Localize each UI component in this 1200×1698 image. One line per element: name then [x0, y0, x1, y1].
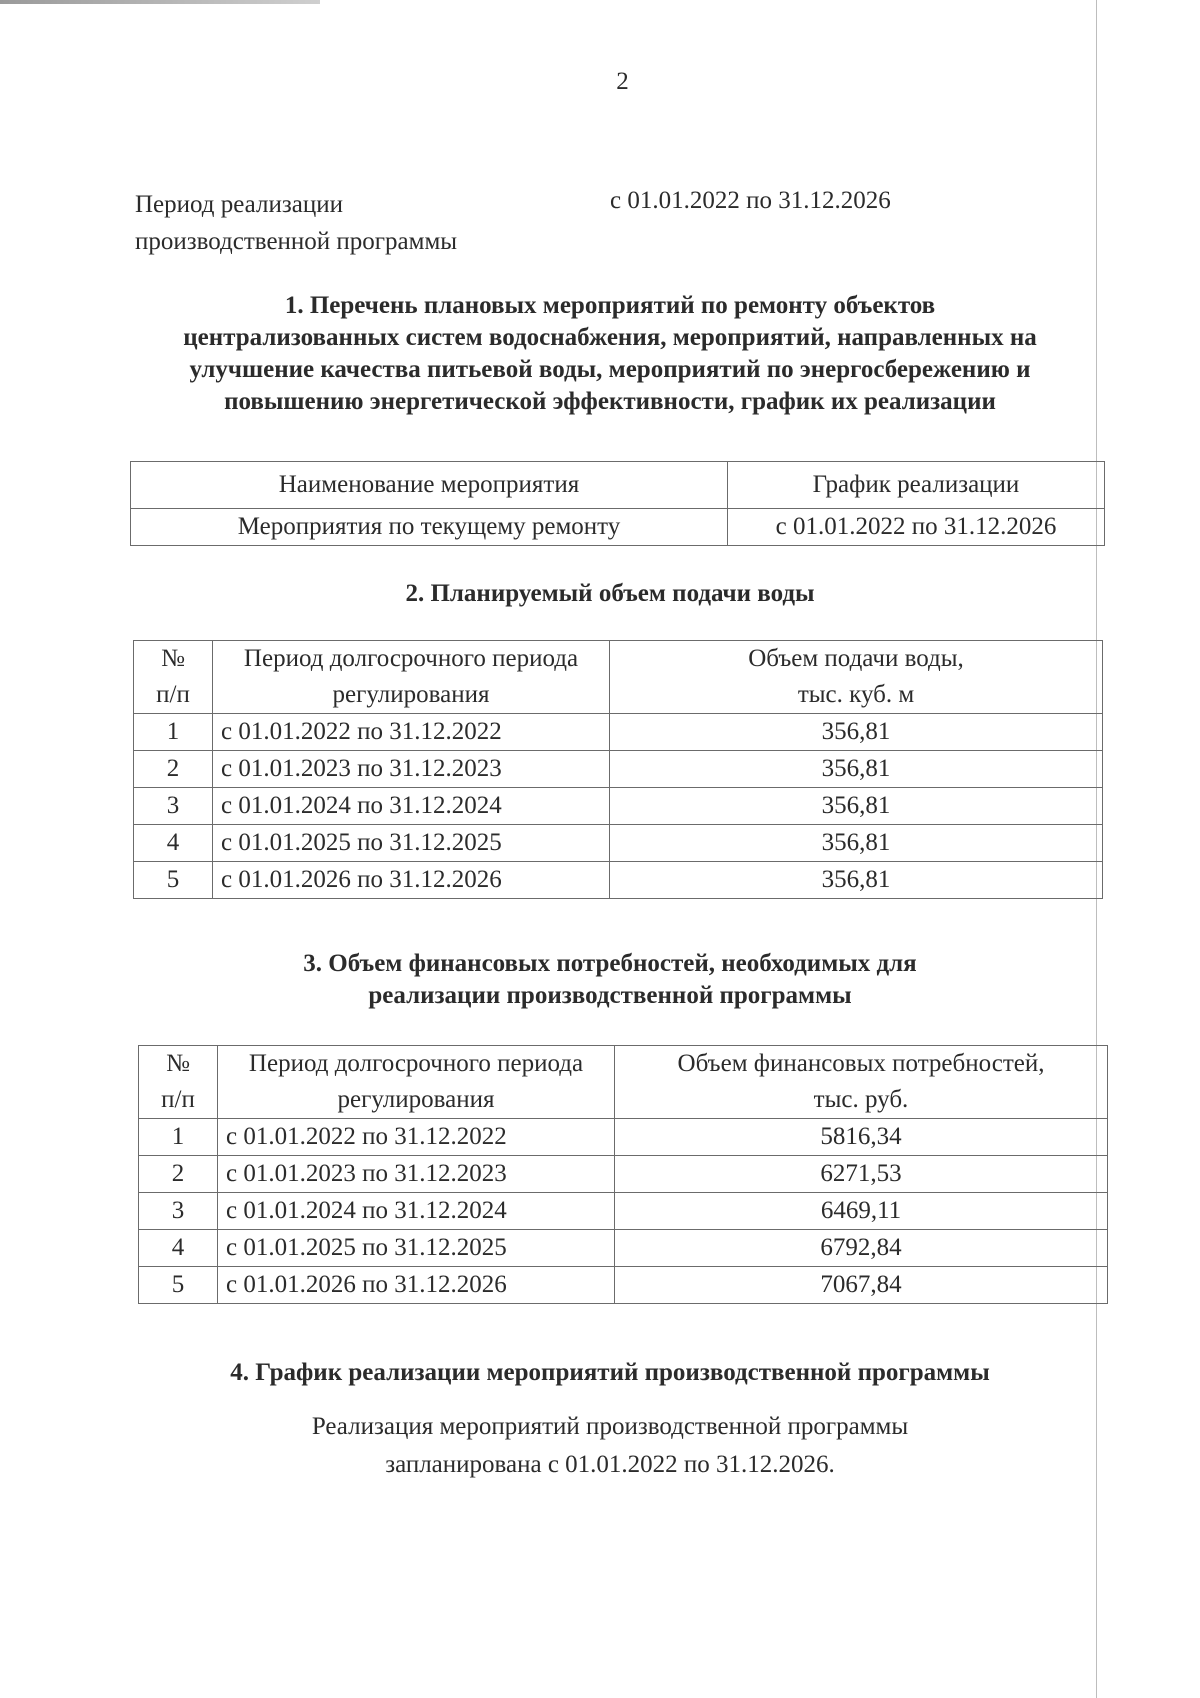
row-num: 3	[134, 788, 213, 825]
row-period: с 01.01.2024 по 31.12.2024	[218, 1193, 615, 1230]
header-period-line1: Период долгосрочного периода	[248, 1050, 584, 1077]
row-num: 3	[139, 1193, 218, 1230]
period-label	[135, 186, 457, 260]
row-value: 356,81	[610, 862, 1103, 899]
row-num: 2	[139, 1156, 218, 1193]
row-value: 356,81	[610, 788, 1103, 825]
section1-title	[110, 290, 1110, 418]
page-number: 2	[616, 68, 629, 95]
header-num-line2: п/п	[156, 681, 190, 708]
row-num: 2	[134, 751, 213, 788]
row-period: с 01.01.2026 по 31.12.2026	[218, 1267, 615, 1304]
table-row	[134, 862, 1103, 899]
header-num-line1: №	[161, 645, 185, 672]
header-financial-volume-line1: Объем финансовых потребностей,	[677, 1050, 1045, 1077]
row-value: 6271,53	[615, 1156, 1108, 1193]
row-period: с 01.01.2022 по 31.12.2022	[218, 1119, 615, 1156]
row-value: 5816,34	[615, 1119, 1108, 1156]
header-num-line2: п/п	[161, 1086, 195, 1113]
row-period: с 01.01.2026 по 31.12.2026	[213, 862, 610, 899]
row-period: с 01.01.2025 по 31.12.2025	[218, 1230, 615, 1267]
row-period: с 01.01.2023 по 31.12.2023	[213, 751, 610, 788]
row-num: 4	[134, 825, 213, 862]
scan-edge-mark	[0, 0, 320, 4]
row-num: 5	[134, 862, 213, 899]
header-volume	[610, 641, 1103, 714]
header-num-line1: №	[166, 1050, 190, 1077]
header-volume-line2: тыс. куб. м	[797, 681, 915, 708]
row-value: 356,81	[610, 825, 1103, 862]
section4-text-line1: Реализация мероприятий производственной программы	[311, 1413, 909, 1440]
row-num: 1	[134, 714, 213, 751]
table-row	[139, 1119, 1108, 1156]
row-num: 1	[139, 1119, 218, 1156]
table-row	[139, 1230, 1108, 1267]
row-num: 4	[139, 1230, 218, 1267]
table-row	[134, 714, 1103, 751]
header-period-line2: регулирования	[337, 1086, 495, 1113]
header-period-line2: регулирования	[332, 681, 490, 708]
table-header-row	[139, 1046, 1108, 1119]
section4-text-line2: запланирована с 01.01.2022 по 31.12.2026.	[385, 1451, 835, 1478]
table-header-row	[134, 641, 1103, 714]
activity-schedule-cell: с 01.01.2022 по 31.12.2026	[728, 509, 1105, 546]
row-period: с 01.01.2023 по 31.12.2023	[218, 1156, 615, 1193]
header-num	[134, 641, 213, 714]
header-financial-volume	[615, 1046, 1108, 1119]
header-period	[218, 1046, 615, 1119]
section3-title-line2: реализации производственной программы	[368, 982, 852, 1009]
section4-text	[110, 1408, 1110, 1484]
table-row	[139, 1267, 1108, 1304]
row-period: с 01.01.2025 по 31.12.2025	[213, 825, 610, 862]
section2-title: 2. Планируемый объем подачи воды	[405, 580, 815, 607]
row-value: 6469,11	[615, 1193, 1108, 1230]
row-period: с 01.01.2024 по 31.12.2024	[213, 788, 610, 825]
table-header-row	[131, 462, 1105, 509]
period-label-line2: производственной программы	[135, 228, 458, 255]
header-schedule: График реализации	[728, 462, 1105, 509]
water-supply-table	[133, 640, 1103, 899]
period-value: с 01.01.2022 по 31.12.2026	[610, 187, 891, 214]
section3-title-line1: 3. Объем финансовых потребностей, необходимых для	[303, 950, 917, 977]
header-volume-line1: Объем подачи воды,	[748, 645, 964, 672]
table-row	[134, 825, 1103, 862]
section3-title	[110, 948, 1110, 1012]
header-financial-volume-line2: тыс. руб.	[813, 1086, 909, 1113]
row-value: 7067,84	[615, 1267, 1108, 1304]
activity-name-cell: Мероприятия по текущему ремонту	[131, 509, 728, 546]
section4-title: 4. График реализации мероприятий производственной программы	[230, 1359, 990, 1386]
section1-title-line4: повышению энергетической эффективности, график их реализации	[224, 388, 996, 415]
header-period	[213, 641, 610, 714]
row-period: с 01.01.2022 по 31.12.2022	[213, 714, 610, 751]
table-row	[134, 788, 1103, 825]
table-row	[134, 751, 1103, 788]
row-value: 356,81	[610, 714, 1103, 751]
table-row	[139, 1156, 1108, 1193]
row-value: 356,81	[610, 751, 1103, 788]
period-label-line1: Период реализации	[135, 191, 343, 218]
row-value: 6792,84	[615, 1230, 1108, 1267]
row-num: 5	[139, 1267, 218, 1304]
table-row	[131, 509, 1105, 546]
header-period-line1: Период долгосрочного периода	[243, 645, 579, 672]
financial-needs-table	[138, 1045, 1108, 1304]
activities-table	[130, 461, 1105, 546]
header-num	[139, 1046, 218, 1119]
section1-title-line1: 1. Перечень плановых мероприятий по ремонту объектов	[284, 292, 936, 319]
header-activity-name: Наименование мероприятия	[131, 462, 728, 509]
table-row	[139, 1193, 1108, 1230]
section1-title-line3: улучшение качества питьевой воды, мероприятий по энергосбережению и	[189, 356, 1031, 383]
section1-title-line2: централизованных систем водоснабжения, мероприятий, направленных на	[183, 324, 1037, 351]
